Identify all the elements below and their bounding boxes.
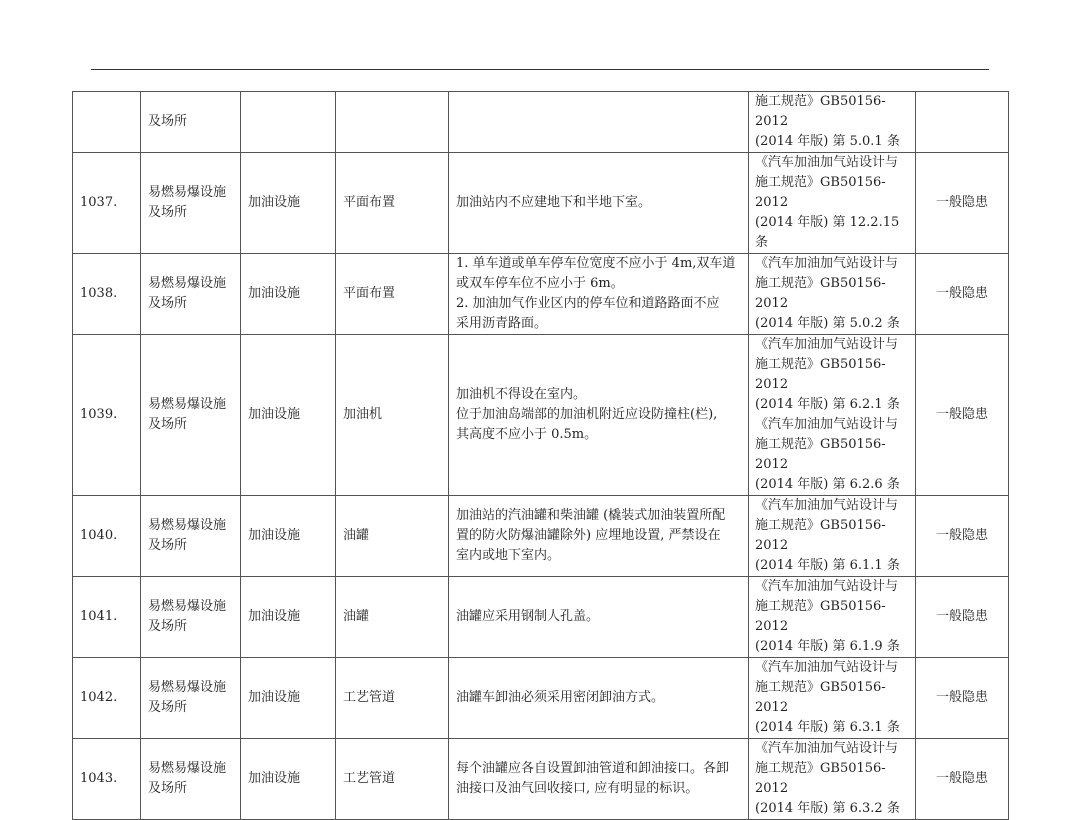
basis-cell: 《汽车加油加气站设计与 施工规范》GB50156-2012 (2014 年版) 第 12.2.15 条 bbox=[749, 153, 916, 254]
item-cell bbox=[336, 92, 449, 153]
level-cell bbox=[916, 92, 1009, 153]
requirement-cell: 每个油罐应各自设置卸油管道和卸油接口。各卸 油接口及油气回收接口, 应有明显的标识。 bbox=[449, 739, 749, 820]
requirement-cell: 1. 单车道或单车停车位宽度不应小于 4m,双车道 或双车停车位不应小于 6m。 2. 加油加气作业区内的停车位和道路路面不应 采用沥青路面。 bbox=[449, 254, 749, 335]
table-row bbox=[73, 92, 1009, 153]
item-cell: 加油机 bbox=[336, 335, 449, 496]
table-row bbox=[73, 496, 1009, 577]
requirement-cell: 加油机不得设在室内。 位于加油岛端部的加油机附近应设防撞柱(栏), 其高度不应小于 0.5m。 bbox=[449, 335, 749, 496]
hazard-table bbox=[72, 91, 1009, 820]
facility-cell bbox=[241, 92, 336, 153]
facility-cell: 加油设施 bbox=[241, 577, 336, 658]
table-row bbox=[73, 739, 1009, 820]
basis-cell: 《汽车加油加气站设计与 施工规范》GB50156-2012 (2014 年版) 第 6.1.9 条 bbox=[749, 577, 916, 658]
table-row bbox=[73, 153, 1009, 254]
item-cell: 平面布置 bbox=[336, 254, 449, 335]
level-cell: 一般隐患 bbox=[916, 658, 1009, 739]
basis-cell: 《汽车加油加气站设计与 施工规范》GB50156-2012 (2014 年版) 第 6.3.2 条 bbox=[749, 739, 916, 820]
basis-cell: 施工规范》GB50156-2012 (2014 年版) 第 5.0.1 条 bbox=[749, 92, 916, 153]
level-cell: 一般隐患 bbox=[916, 254, 1009, 335]
category-cell: 易燃易爆设施 及场所 bbox=[141, 739, 241, 820]
item-cell: 油罐 bbox=[336, 496, 449, 577]
row-number: 1038. bbox=[73, 254, 141, 335]
basis-cell: 《汽车加油加气站设计与 施工规范》GB50156-2012 (2014 年版) 第 6.3.1 条 bbox=[749, 658, 916, 739]
row-number: 1037. bbox=[73, 153, 141, 254]
requirement-cell: 油罐车卸油必须采用密闭卸油方式。 bbox=[449, 658, 749, 739]
item-cell: 工艺管道 bbox=[336, 658, 449, 739]
table-row bbox=[73, 658, 1009, 739]
category-cell: 易燃易爆设施 及场所 bbox=[141, 335, 241, 496]
category-cell: 及场所 bbox=[141, 92, 241, 153]
facility-cell: 加油设施 bbox=[241, 153, 336, 254]
row-number: 1042. bbox=[73, 658, 141, 739]
requirement-cell: 加油站的汽油罐和柴油罐 (橇装式加油装置所配 置的防火防爆油罐除外) 应埋地设置, 严禁设在 室内或地下室内。 bbox=[449, 496, 749, 577]
table-row bbox=[73, 577, 1009, 658]
facility-cell: 加油设施 bbox=[241, 658, 336, 739]
category-cell: 易燃易爆设施 及场所 bbox=[141, 658, 241, 739]
level-cell: 一般隐患 bbox=[916, 335, 1009, 496]
level-cell: 一般隐患 bbox=[916, 577, 1009, 658]
basis-cell: 《汽车加油加气站设计与 施工规范》GB50156-2012 (2014 年版) 第 5.0.2 条 bbox=[749, 254, 916, 335]
category-cell: 易燃易爆设施 及场所 bbox=[141, 254, 241, 335]
facility-cell: 加油设施 bbox=[241, 739, 336, 820]
category-cell: 易燃易爆设施 及场所 bbox=[141, 153, 241, 254]
item-cell: 平面布置 bbox=[336, 153, 449, 254]
category-cell: 易燃易爆设施 及场所 bbox=[141, 577, 241, 658]
level-cell: 一般隐患 bbox=[916, 739, 1009, 820]
row-number: 1039. bbox=[73, 335, 141, 496]
table-row bbox=[73, 254, 1009, 335]
row-number: 1041. bbox=[73, 577, 141, 658]
facility-cell: 加油设施 bbox=[241, 254, 336, 335]
level-cell: 一般隐患 bbox=[916, 496, 1009, 577]
facility-cell: 加油设施 bbox=[241, 496, 336, 577]
requirement-cell bbox=[449, 92, 749, 153]
item-cell: 油罐 bbox=[336, 577, 449, 658]
row-number: 1043. bbox=[73, 739, 141, 820]
basis-cell: 《汽车加油加气站设计与 施工规范》GB50156-2012 (2014 年版) 第 6.2.1 条 《汽车加油加气站设计与 施工规范》GB50156-2012 (2014 年版) 第 6.2.6 条 bbox=[749, 335, 916, 496]
basis-cell: 《汽车加油加气站设计与 施工规范》GB50156-2012 (2014 年版) 第 6.1.1 条 bbox=[749, 496, 916, 577]
table-row bbox=[73, 335, 1009, 496]
row-number bbox=[73, 92, 141, 153]
category-cell: 易燃易爆设施 及场所 bbox=[141, 496, 241, 577]
level-cell: 一般隐患 bbox=[916, 153, 1009, 254]
requirement-cell: 油罐应采用钢制人孔盖。 bbox=[449, 577, 749, 658]
facility-cell: 加油设施 bbox=[241, 335, 336, 496]
header-rule bbox=[91, 69, 989, 70]
row-number: 1040. bbox=[73, 496, 141, 577]
item-cell: 工艺管道 bbox=[336, 739, 449, 820]
requirement-cell: 加油站内不应建地下和半地下室。 bbox=[449, 153, 749, 254]
